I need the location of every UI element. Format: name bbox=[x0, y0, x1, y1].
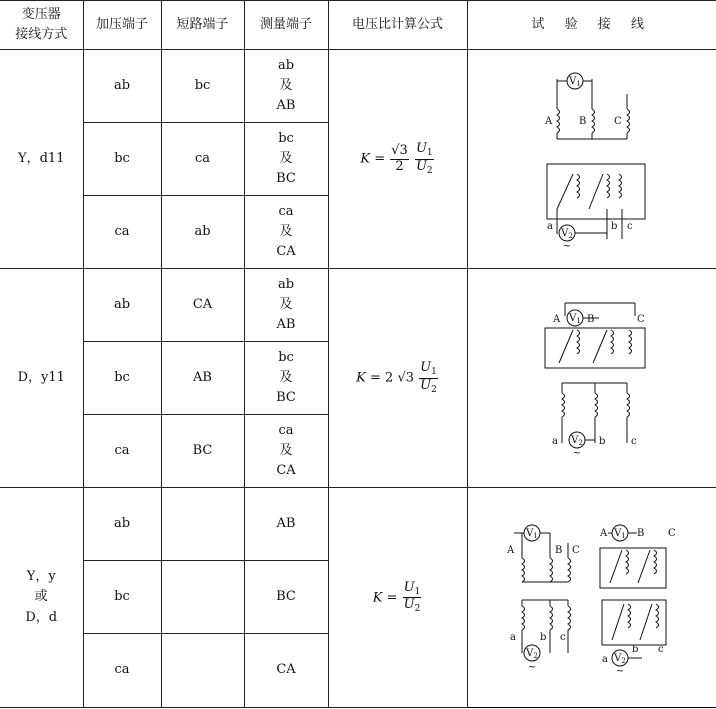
measure-cell bbox=[244, 50, 328, 123]
formula-sqrt-fraction bbox=[390, 144, 409, 175]
measure-line: CA bbox=[276, 244, 296, 260]
short-cell: ca bbox=[161, 123, 244, 196]
short-cell bbox=[161, 488, 244, 561]
formula-k: K bbox=[356, 370, 366, 386]
svg-text:V1: $V_1$ bbox=[568, 76, 581, 88]
sqrt-denominator: 2 bbox=[395, 158, 404, 174]
measure-line: AB bbox=[276, 98, 296, 114]
svg-text:B: B bbox=[636, 527, 645, 539]
short-cell bbox=[161, 634, 244, 708]
apply-cell: bc bbox=[83, 123, 161, 196]
header-wiring: 试 验 接 线 bbox=[467, 1, 716, 50]
formula-eq: = bbox=[374, 151, 386, 167]
measure-cell bbox=[244, 196, 328, 269]
wiring-diagram-dy11 bbox=[467, 269, 716, 488]
svg-text:A: A bbox=[506, 544, 514, 556]
measure-line: 及 bbox=[279, 77, 293, 93]
u-denominator-sub: 2 bbox=[414, 604, 421, 614]
u-numerator-sub: 1 bbox=[414, 586, 421, 597]
formula-k: K bbox=[372, 590, 383, 605]
svg-text:A: A bbox=[552, 314, 560, 325]
u-numerator-sub: 1 bbox=[426, 148, 433, 159]
svg-text:V1: $V_1$ bbox=[525, 527, 538, 540]
method-text: Y，y bbox=[26, 569, 56, 585]
measure-line: ab bbox=[277, 276, 295, 292]
sqrt-numerator: √3 bbox=[391, 142, 408, 158]
measure-line: 及 bbox=[279, 296, 293, 312]
wiring-diagram-yy-dd bbox=[467, 488, 716, 708]
method-cell bbox=[0, 269, 83, 488]
formula-u-fraction bbox=[415, 142, 434, 176]
svg-text:b: b bbox=[539, 631, 547, 643]
measure-line: BC bbox=[276, 390, 296, 406]
svg-text:a: a bbox=[509, 631, 516, 643]
svg-text:A: A bbox=[599, 527, 607, 539]
svg-text:~: ~ bbox=[562, 241, 571, 249]
svg-text:c: c bbox=[559, 631, 566, 643]
yy-dd-diagram bbox=[502, 518, 682, 678]
svg-text:V2: $V_2$ bbox=[570, 435, 583, 447]
header-method-line2: 接线方式 bbox=[15, 27, 68, 42]
measure-cell bbox=[244, 415, 328, 488]
formula-eq: = bbox=[369, 370, 381, 386]
svg-text:c: c bbox=[626, 221, 633, 232]
measure-cell bbox=[244, 634, 328, 708]
svg-text:b: b bbox=[631, 643, 639, 655]
apply-cell: bc bbox=[83, 342, 161, 415]
svg-text:~: ~ bbox=[572, 448, 581, 458]
yd11-diagram bbox=[517, 69, 667, 249]
measure-line: bc bbox=[278, 130, 294, 146]
header-method-line1: 变压器 bbox=[21, 6, 61, 22]
wiring-diagram-yd11 bbox=[467, 50, 716, 269]
measure-line: ab bbox=[277, 57, 295, 73]
short-cell: bc bbox=[161, 50, 244, 123]
u-denominator: U bbox=[415, 158, 427, 174]
measure-line: AB bbox=[276, 317, 296, 333]
u-denominator: U bbox=[403, 597, 415, 612]
apply-cell: ab bbox=[83, 488, 161, 561]
svg-text:a: a bbox=[551, 436, 558, 447]
u-numerator: U bbox=[415, 141, 427, 157]
measure-line: CA bbox=[276, 463, 296, 479]
apply-cell: ab bbox=[83, 50, 161, 123]
svg-text:V2: $V_2$ bbox=[560, 228, 573, 240]
svg-text:B: B bbox=[586, 314, 595, 325]
header-formula: 电压比计算公式 bbox=[328, 1, 467, 50]
svg-text:c: c bbox=[630, 436, 637, 447]
u-numerator-sub: 1 bbox=[431, 367, 437, 378]
method-text: D，y11 bbox=[17, 369, 65, 385]
measure-cell bbox=[244, 269, 328, 342]
svg-text:C: C bbox=[613, 116, 622, 127]
measure-line: BC bbox=[276, 171, 296, 187]
svg-text:c: c bbox=[657, 643, 664, 655]
header-measure: 测量端子 bbox=[244, 1, 328, 50]
u-denominator-sub: 2 bbox=[426, 165, 433, 176]
svg-text:~: ~ bbox=[527, 661, 536, 673]
header-apply: 加压端子 bbox=[83, 1, 161, 50]
svg-text:~: ~ bbox=[615, 665, 624, 677]
measure-line: bc bbox=[278, 349, 294, 365]
measure-cell bbox=[244, 342, 328, 415]
method-text: Y，d11 bbox=[18, 150, 65, 166]
method-text: D，d bbox=[25, 609, 58, 625]
apply-cell: ca bbox=[83, 415, 161, 488]
apply-cell: bc bbox=[83, 561, 161, 634]
header-method bbox=[0, 1, 83, 50]
formula-cell bbox=[328, 50, 467, 269]
measure-cell bbox=[244, 561, 328, 634]
u-numerator: U bbox=[403, 579, 415, 595]
formula-k: K bbox=[360, 151, 371, 167]
apply-cell: ca bbox=[83, 196, 161, 269]
u-denominator: U bbox=[420, 377, 432, 393]
svg-text:a: a bbox=[546, 221, 553, 232]
header-short: 短路端子 bbox=[161, 1, 244, 50]
svg-text:V1: $V_1$ bbox=[613, 527, 626, 540]
svg-text:V1: $V_1$ bbox=[568, 313, 581, 325]
apply-cell: ab bbox=[83, 269, 161, 342]
short-cell bbox=[161, 561, 244, 634]
measure-line: 及 bbox=[279, 150, 293, 166]
short-cell: CA bbox=[161, 269, 244, 342]
u-numerator: U bbox=[420, 360, 432, 376]
measure-line: CA bbox=[276, 662, 296, 678]
svg-text:b: b bbox=[610, 221, 618, 232]
method-cell bbox=[0, 488, 83, 708]
short-cell: BC bbox=[161, 415, 244, 488]
formula-cell bbox=[328, 269, 467, 488]
measure-cell bbox=[244, 488, 328, 561]
measure-cell bbox=[244, 123, 328, 196]
measure-line: ca bbox=[278, 422, 294, 438]
short-cell: AB bbox=[161, 342, 244, 415]
svg-text:C: C bbox=[571, 544, 580, 556]
formula-coef: 2 bbox=[385, 370, 394, 386]
svg-text:B: B bbox=[554, 544, 563, 556]
svg-text:C: C bbox=[636, 314, 645, 325]
apply-cell: ca bbox=[83, 634, 161, 708]
short-cell: ab bbox=[161, 196, 244, 269]
svg-text:V2: $V_2$ bbox=[525, 647, 538, 660]
measure-line: ca bbox=[278, 203, 294, 219]
formula-cell bbox=[328, 488, 467, 708]
dy11-diagram bbox=[517, 298, 667, 458]
measure-line: BC bbox=[276, 588, 296, 604]
formula-u-fraction bbox=[419, 361, 438, 395]
svg-text:C: C bbox=[667, 527, 676, 539]
measure-line: 及 bbox=[279, 442, 293, 458]
svg-text:a: a bbox=[601, 653, 608, 665]
svg-text:V2: $V_2$ bbox=[613, 652, 626, 665]
svg-text:A: A bbox=[544, 116, 552, 127]
method-cell bbox=[0, 50, 83, 269]
measure-line: AB bbox=[276, 515, 296, 531]
method-text: 或 bbox=[34, 589, 48, 605]
measure-line: 及 bbox=[279, 369, 293, 385]
svg-text:b: b bbox=[598, 436, 606, 447]
u-denominator-sub: 2 bbox=[431, 384, 437, 395]
formula-u-fraction bbox=[403, 581, 422, 615]
svg-text:B: B bbox=[578, 116, 587, 127]
formula-sqrt: √3 bbox=[397, 370, 415, 386]
formula-eq: = bbox=[386, 590, 398, 605]
measure-line: 及 bbox=[279, 223, 293, 239]
